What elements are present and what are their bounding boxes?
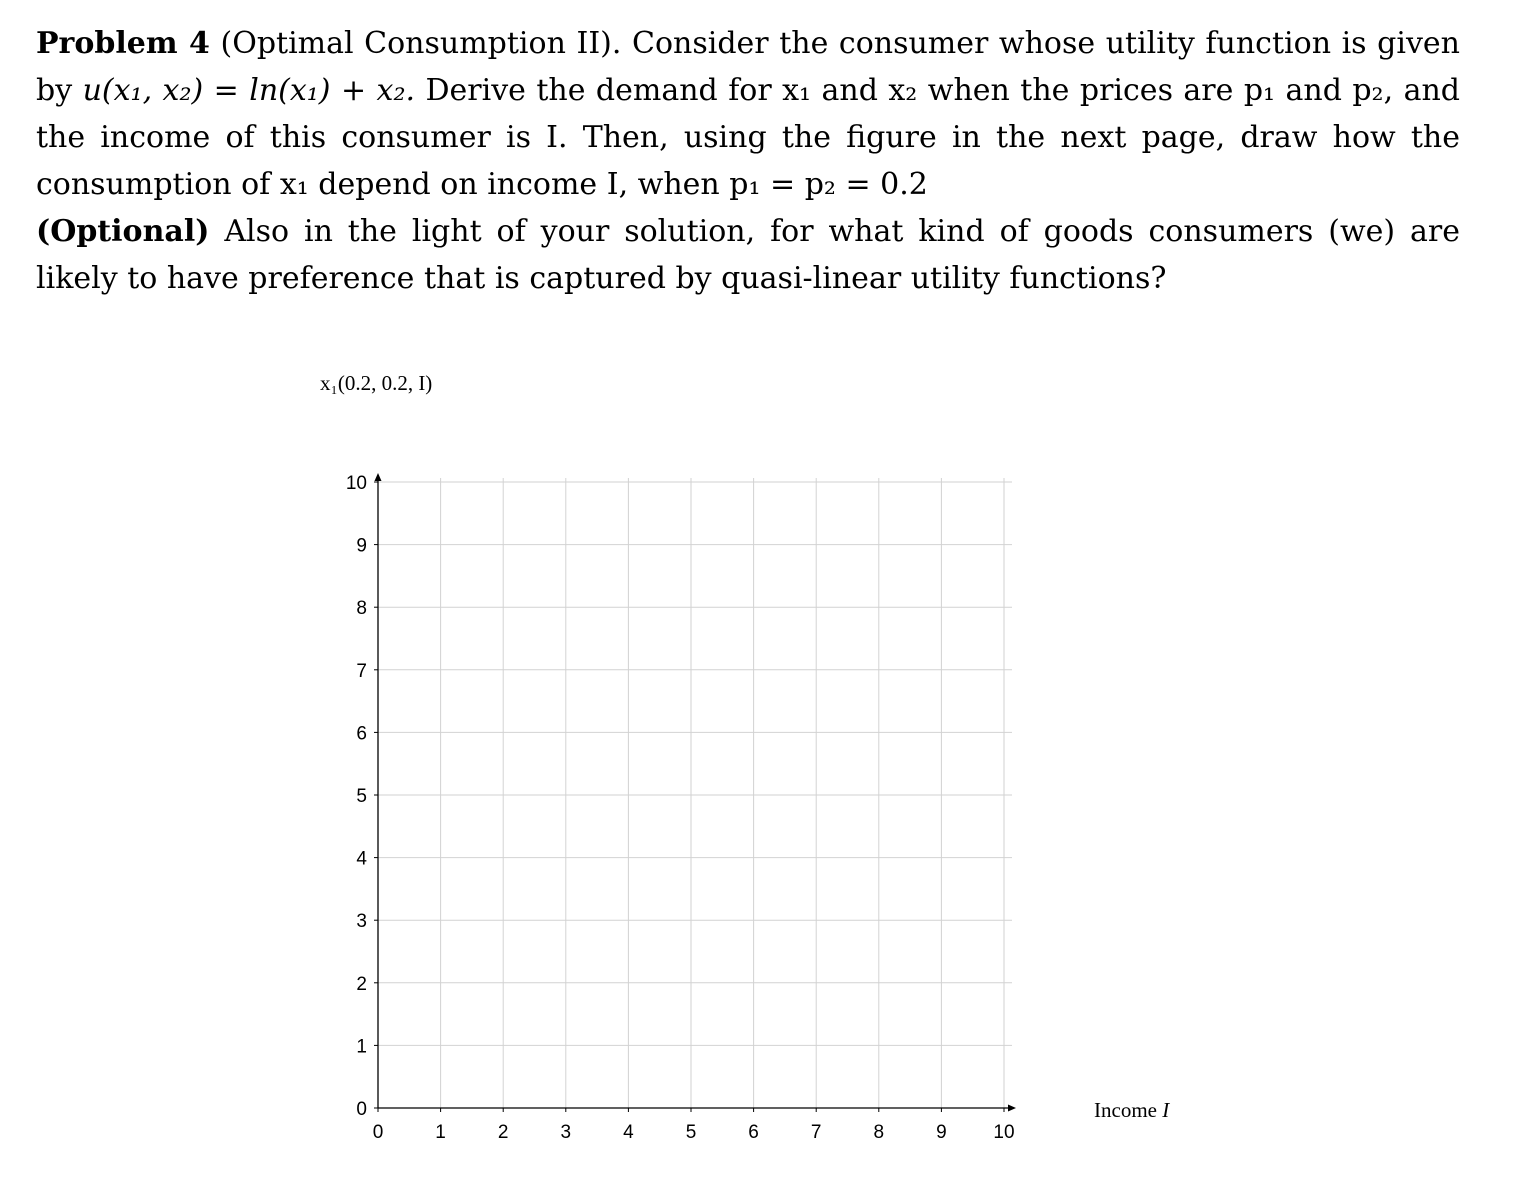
y-tick-label: 7: [356, 660, 367, 682]
x-tick-label: 6: [748, 1122, 759, 1143]
y-tick-label: 6: [356, 723, 367, 745]
y-tick-label: 9: [356, 535, 367, 557]
x-tick-label: 10: [993, 1122, 1015, 1143]
y-tick-label: 0: [356, 1099, 367, 1120]
x-tick-label: 0: [372, 1122, 384, 1143]
problem-text-1: Consider the consumer whose utility function is given by: [36, 26, 1460, 108]
x-tick-label: 7: [810, 1122, 822, 1143]
x-axis-label-var: I: [1162, 1098, 1170, 1122]
grid: [378, 478, 1012, 1108]
x-tick-label: 1: [435, 1122, 446, 1143]
y-tick-label: 3: [356, 911, 367, 933]
optional-text: Also in the light of your solution, for what kind of goods consumers (we) are likely to have preference that is captured by quasi-linear utility functions?: [36, 214, 1460, 296]
y-tick-label: 2: [356, 973, 367, 995]
y-axis-arrow: [375, 473, 382, 481]
y-tick-label: 4: [356, 848, 367, 870]
optional-label: (Optional): [36, 214, 210, 249]
y-tick-label: 10: [345, 473, 367, 494]
y-tick-label: 8: [356, 598, 367, 620]
x-tick-label: 8: [873, 1122, 885, 1143]
x-axis-label-text: Income: [1094, 1098, 1157, 1122]
axes: [375, 473, 1017, 1112]
problem-text-2: Derive the demand for x₁ and x₂ when the prices are p₁ and p₂, and the income of this consumer is I. Then, using the figure in the next page, draw how the consumption of x₁ depend on income I, when p₁ = p₂ = 0.2: [36, 73, 1460, 202]
y-tick-label: 1: [356, 1036, 367, 1058]
x-tick-labels: [373, 1108, 1015, 1143]
utility-function: u(x₁, x₂) = ln(x₁) + x₂.: [82, 73, 416, 108]
x-tick-label: 3: [560, 1122, 572, 1143]
x-tick-label: 2: [497, 1122, 509, 1143]
x-axis-arrow: [1008, 1105, 1016, 1112]
y-tick-label: 5: [356, 786, 367, 807]
problem-subtitle: (Optimal Consumption II).: [220, 26, 622, 61]
y-axis-label: x₁(0.2, 0.2, I): [320, 371, 433, 395]
x-tick-label: 4: [623, 1122, 634, 1143]
problem-heading: Problem 4: [36, 26, 210, 61]
x-axis-label: [1094, 1098, 1170, 1122]
y-tick-labels: [346, 473, 378, 1120]
x-tick-label: 5: [685, 1122, 697, 1143]
x-tick-label: 9: [936, 1122, 947, 1143]
